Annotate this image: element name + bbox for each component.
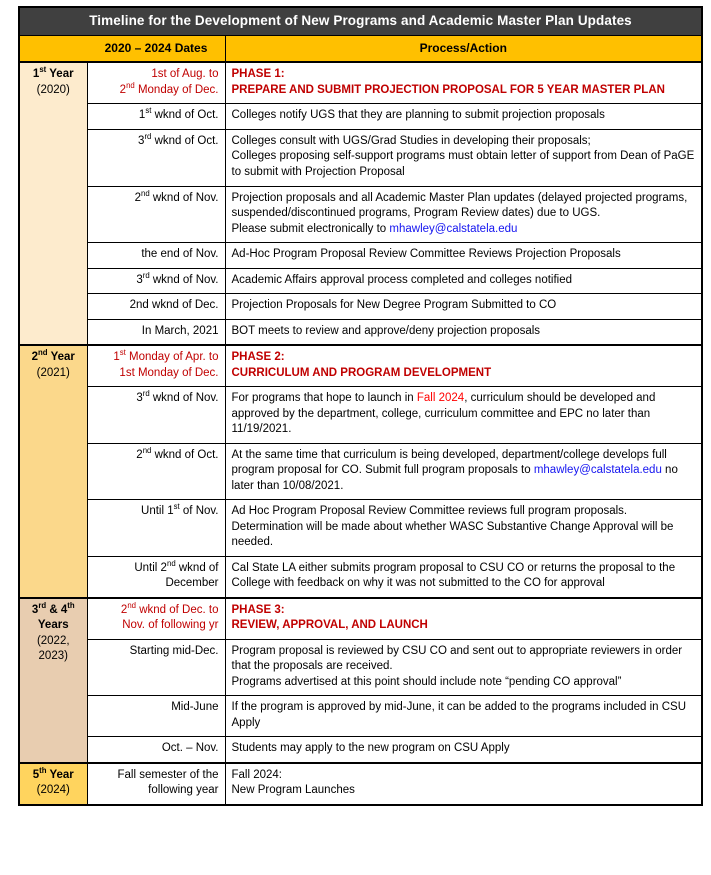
row-date-cell: Oct. – Nov. [87,737,225,763]
table-header-row [19,36,702,63]
row-date-cell: 3rd wknd of Nov. [87,387,225,444]
row-process-cell: Ad Hoc Program Proposal Review Committee reviews full program proposals. Determination will be made about whether WASC Substantive Change Approval will be needed. [225,500,702,557]
phase-heading-cell: PHASE 2: CURRICULUM AND PROGRAM DEVELOPMENT [225,345,702,387]
table-row [19,268,702,294]
row-date-cell: 2nd wknd of Nov. [87,186,225,243]
row-process-cell: If the program is approved by mid-June, it can be added to the programs included in CSU Apply [225,696,702,737]
table-row [19,294,702,320]
row-process-cell: Colleges consult with UGS/Grad Studies in developing their proposals; Colleges proposing self-support programs must obtain letter of support from Dean of PaGE to submit with Projection Proposal [225,129,702,186]
highlighted-term: Fall 2024 [416,392,465,405]
column-header-process: Process/Action [225,36,702,63]
table-row [19,696,702,737]
column-header-dates: 2020 – 2024 Dates [87,36,225,63]
table-row [19,104,702,130]
row-date-cell: Fall semester of the following year [87,763,225,805]
row-process-cell: Projection Proposals for New Degree Program Submitted to CO [225,294,702,320]
row-date-cell: Until 2nd wknd of December [87,556,225,598]
timeline-table [18,6,703,806]
row-date-cell: 1st of Aug. to 2nd Monday of Dec. [87,62,225,104]
table-row [19,737,702,763]
table-row [19,62,702,104]
row-process-cell: Program proposal is reviewed by CSU CO and sent out to appropriate reviewers in order that the proposals are received. Programs advertised at this point should include note “pending CO approval” [225,639,702,696]
row-date-cell: In March, 2021 [87,319,225,345]
table-row [19,763,702,805]
table-row [19,500,702,557]
phase-heading-cell: PHASE 1: PREPARE AND SUBMIT PROJECTION PROPOSAL FOR 5 YEAR MASTER PLAN [225,62,702,104]
row-process-cell: Colleges notify UGS that they are planning to submit projection proposals [225,104,702,130]
table-row [19,319,702,345]
row-process-cell: Academic Affairs approval process completed and colleges notified [225,268,702,294]
row-process-cell: Projection proposals and all Academic Master Plan updates (delayed projected programs, suspended/discontinued programs, Program Review dates) due to UGS. Please submit electronically to mhawley@calstatela.edu [225,186,702,243]
row-date-cell: 2nd wknd of Dec. to Nov. of following yr [87,598,225,640]
table-row [19,443,702,500]
page-title: Timeline for the Development of New Programs and Academic Master Plan Updates [19,7,702,36]
table-row [19,556,702,598]
row-process-cell: Ad-Hoc Program Proposal Review Committee Reviews Projection Proposals [225,243,702,269]
row-date-cell: 2nd wknd of Oct. [87,443,225,500]
table-row [19,598,702,640]
phase-heading-cell: PHASE 3: REVIEW, APPROVAL, AND LAUNCH [225,598,702,640]
row-process-cell: Students may apply to the new program on CSU Apply [225,737,702,763]
column-header-year [19,36,87,63]
year-block-label: 2nd Year (2021) [19,345,87,598]
email-link[interactable]: mhawley@calstatela.edu [389,222,518,235]
row-process-cell: At the same time that curriculum is being developed, department/college develops full program proposal for CO. Submit full program proposals to mhawley@calstatela.edu no later than 10/08/2021. [225,443,702,500]
row-date-cell: 3rd wknd of Nov. [87,268,225,294]
row-date-cell: Until 1st of Nov. [87,500,225,557]
table-row [19,387,702,444]
table-row [19,129,702,186]
row-date-cell: the end of Nov. [87,243,225,269]
row-process-cell: Cal State LA either submits program proposal to CSU CO or returns the proposal to the College with feedback on why it was not submitted to the CO for approval [225,556,702,598]
table-row [19,186,702,243]
row-process-cell: BOT meets to review and approve/deny projection proposals [225,319,702,345]
year-block-label: 5th Year (2024) [19,763,87,805]
table-title-row [19,7,702,36]
year-block-label: 1st Year (2020) [19,62,87,345]
row-date-cell: 1st wknd of Oct. [87,104,225,130]
table-row [19,345,702,387]
row-date-cell: Starting mid-Dec. [87,639,225,696]
email-link[interactable]: mhawley@calstatela.edu [533,464,662,477]
row-process-cell: For programs that hope to launch in Fall 2024, curriculum should be developed and approved by the department, college, curriculum committee and EPC no later than 11/19/2021. [225,387,702,444]
row-date-cell: Mid-June [87,696,225,737]
row-date-cell: 1st Monday of Apr. to 1st Monday of Dec. [87,345,225,387]
row-process-cell: Fall 2024: New Program Launches [225,763,702,805]
row-date-cell: 2nd wknd of Dec. [87,294,225,320]
table-row [19,243,702,269]
row-date-cell: 3rd wknd of Oct. [87,129,225,186]
year-block-label: 3rd & 4th Years (2022, 2023) [19,598,87,763]
table-row [19,639,702,696]
